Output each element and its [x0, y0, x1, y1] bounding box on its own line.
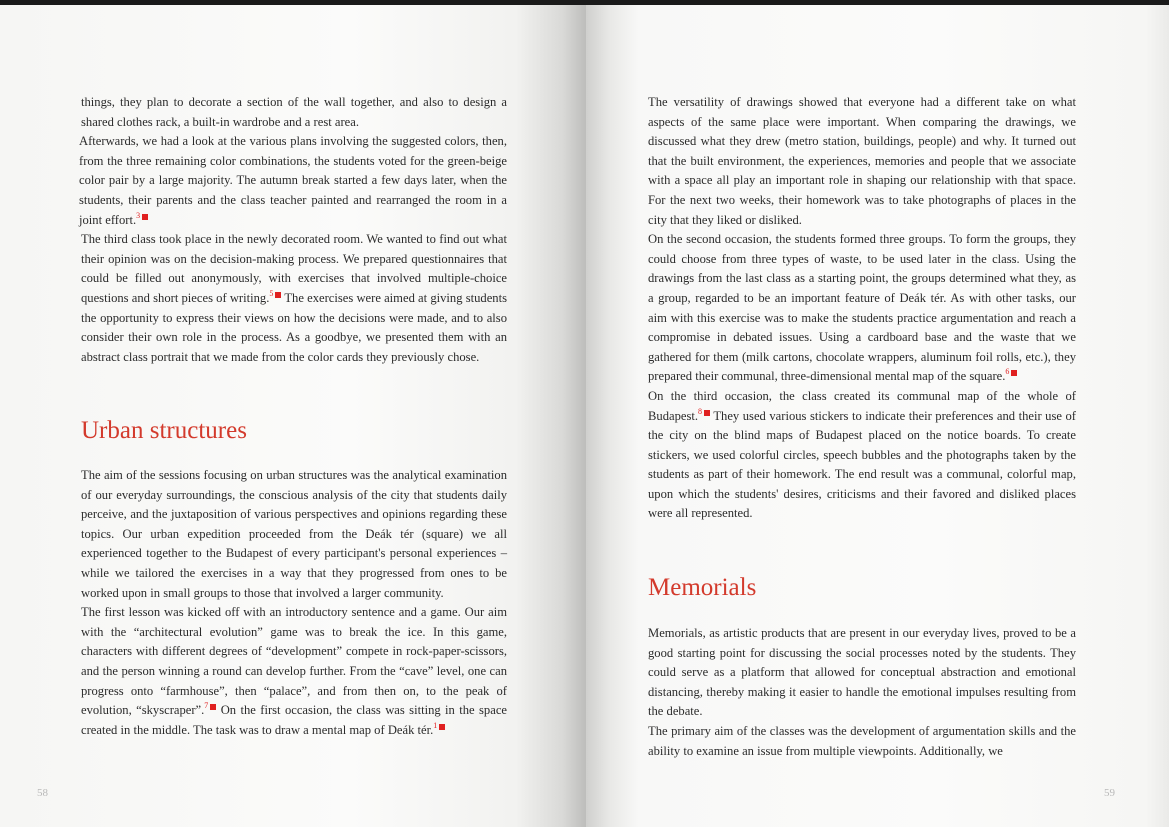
footnote-number: 8: [698, 406, 703, 416]
paragraph: On the second occasion, the students formed three groups. To form the groups, they could choose from three types of waste, to be used later in the class. Using the drawings from the last class as a starting point, the groups determined what they, as a group, regarded to be an important feature of Deák tér. As with other tasks, our aim with this exercise was to make the students practice argumentation and reach a compromise in debated issues. Using a cardboard base and the waste that we gathered for them (milk cartons, chocolate wrappers, aluminum foil rolls, etc.), they prepared their communal, three-dimensional mental map of the square.$^6$: [648, 232, 1076, 384]
paragraph: The primary aim of the classes was the development of argumentation skills and the ability to examine an issue from multiple viewpoints. Additionally, we: [648, 723, 1076, 758]
footnote-number: 1: [433, 720, 438, 730]
left-text-top: [81, 93, 507, 367]
footnote-marker: [1011, 370, 1017, 376]
right-text-top: [648, 93, 1076, 524]
paragraph: Memorials, as artistic products that are present in our everyday lives, proved to be a good starting point for discussing the social processes noted by the students. They could serve as a platform that allowed for conceptual abstraction and emotional distancing, thereby making it easier to handle the emotional impulses resulting from the debate.: [648, 626, 1076, 719]
paragraph: On the third occasion, the class created its communal map of the whole of Budapest.$^8$ They used various stickers to indicate their preferences and their use of the city on the blind maps of Budapest placed on the notice boards. To create stickers, we used colorful circles, speech bubbles and the photographs taken by the students as part of their homework. The end result was a communal, colorful map, upon which the students' desires, criticisms and their favored and disliked places were all represented.: [648, 388, 1076, 521]
paragraph: things, they plan to decorate a section of the wall together, and also to design a shared clothes rack, a built-in wardrobe and a rest area.: [81, 95, 507, 129]
left-page: [0, 5, 586, 827]
paragraph: The first lesson was kicked off with an introductory sentence and a game. Our aim with the “architectural evolution” game was to break the ice. In this game, characters with different degrees of “development” compete in rock-paper-scissors, and the person winning a round can develop further. From the “cave” level, one can progress onto “farmhouse”, then “palace”, and from then on, to the peak of evolution, “skyscraper”.$^7$ On the first occasion, the class was sitting in the space created in the middle. The task was to draw a mental map of Deák tér.$^1$: [81, 605, 507, 737]
left-text-bottom: [81, 466, 507, 740]
page-number-right: 59: [1104, 787, 1115, 799]
paragraph: The versatility of drawings showed that everyone had a different take on what aspects of the same place were important. When comparing the drawings, we discussed what they drew (metro station, buildings, people) and why. It turned out that the built environment, the experiences, memories and people that we associate with a space all play an important role in shaping our relationship with that space. For the next two weeks, their homework was to take photographs of places in the city that they liked or disliked.: [648, 95, 1076, 227]
footnote-number: 7: [204, 701, 209, 711]
section-heading-memorials: Memorials: [648, 574, 757, 601]
footnote-number: 3: [136, 210, 141, 220]
paragraph: The aim of the sessions focusing on urban structures was the analytical examination of our everyday surroundings, the conscious analysis of the city that students daily perceive, and the juxtaposition of various perspectives and opinions regarding these topics. Our urban expedition proceeded from the Deák tér (square) we all experienced together to the Budapest of every participant's personal experiences – while we tailored the exercises in a way that they progressed from ones to be worked upon in small groups to those that involved a larger community.: [81, 468, 507, 600]
right-text-bottom: [648, 624, 1076, 761]
footnote-marker: [439, 724, 445, 730]
section-heading-urban-structures: Urban structures: [81, 417, 247, 444]
page-number-left: 58: [37, 787, 48, 799]
paragraph: Afterwards, we had a look at the various plans involving the suggested colors, then, from the three remaining color combinations, the students voted for the green-beige color pair by a large majority. The autumn break started a few days later, when the students, their parents and the class teacher painted and rearranged the room in a joint effort.$^3$: [79, 134, 507, 227]
footnote-number: 5: [269, 288, 274, 298]
right-page: [586, 5, 1169, 827]
footnote-number: 6: [1005, 367, 1010, 377]
footnote-marker: [142, 214, 148, 220]
paragraph: The third class took place in the newly decorated room. We wanted to find out what their opinion was on the decision-making process. We prepared questionnaires that could be filled out anonymously, with exercises that involved multiple-choice questions and short pieces of writing.$^5$ The exercises were aimed at giving students the opportunity to express their views on how the decisions were made, and to also consider their own role in the process. As a goodbye, we presented them with an abstract class portrait that we made from the color cards they previously chose.: [81, 232, 507, 364]
